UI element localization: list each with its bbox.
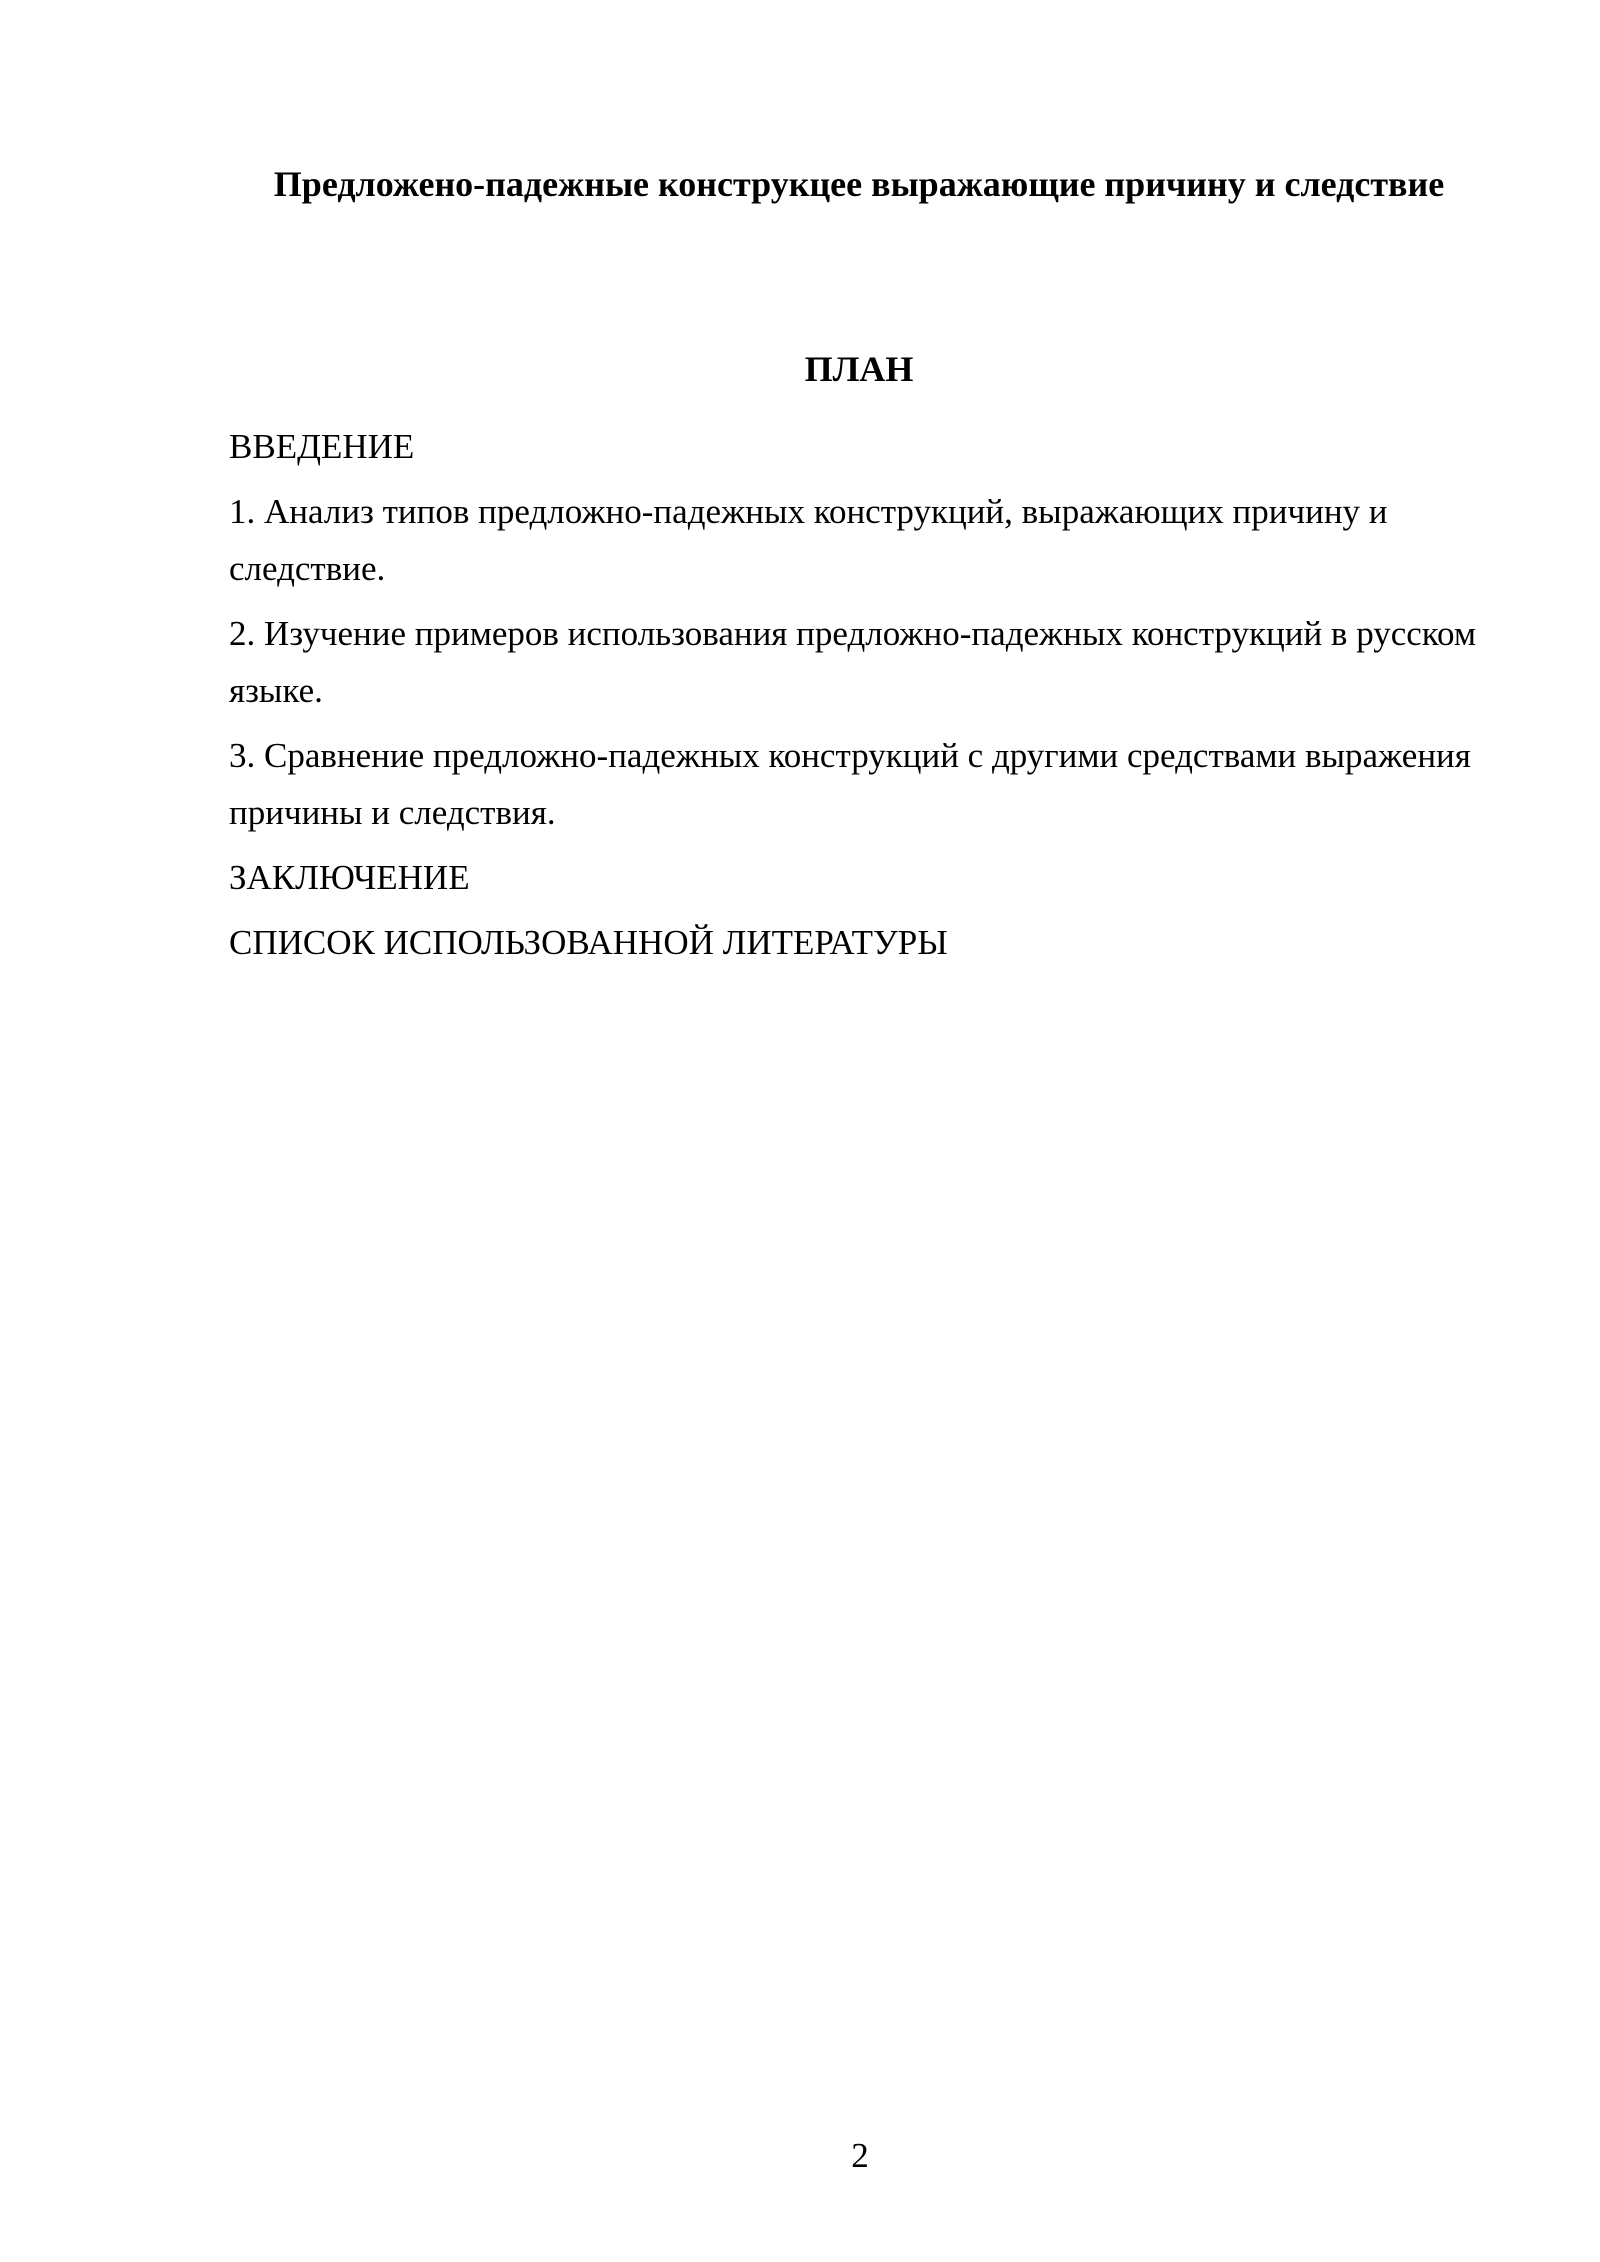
document-title: Предложено-падежные конструкцее выражающие причину и следствие: [273, 164, 1445, 204]
plan-item-conclusion: ЗАКЛЮЧЕНИЕ: [229, 858, 470, 897]
plan-item-2: 2. Изучение примеров использования предложно-падежных конструкций в русском языке.: [229, 614, 1477, 710]
page-number: 2: [851, 2136, 869, 2175]
plan-item-1: 1. Анализ типов предложно-падежных конструкций, выражающих причину и следствие.: [229, 492, 1388, 588]
plan-item-introduction: ВВЕДЕНИЕ: [229, 427, 415, 466]
plan-list: [229, 418, 1489, 979]
plan-item-3: 3. Сравнение предложно-падежных конструкций с другими средствами выражения причины и следствия.: [229, 736, 1471, 832]
plan-item-references: СПИСОК ИСПОЛЬЗОВАННОЙ ЛИТЕРАТУРЫ: [229, 923, 948, 962]
plan-heading: ПЛАН: [804, 349, 914, 389]
